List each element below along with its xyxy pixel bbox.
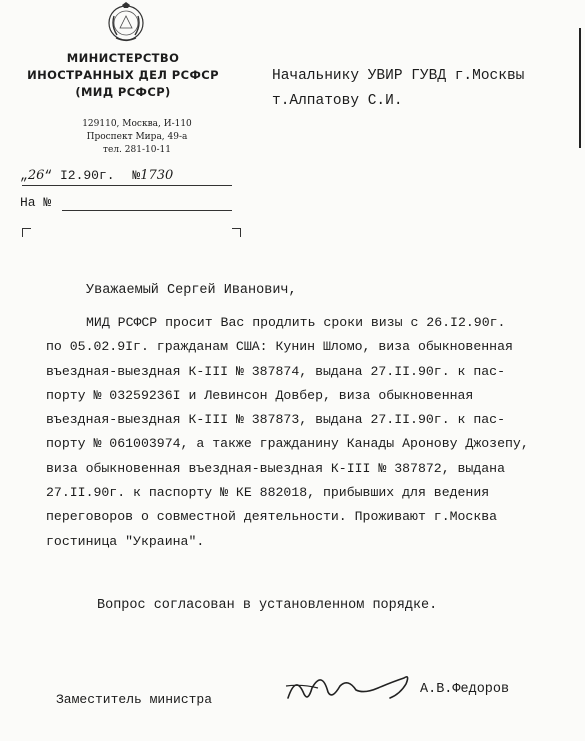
recipient-line1: Начальнику УВИР ГУВД г.Москвы: [272, 68, 525, 84]
salutation: Уважаемый Сергей Иванович,: [86, 283, 297, 298]
date-day: 26: [27, 168, 45, 183]
body-line: виза обыкновенная въездная-выездная К-III № 387872, выдана: [46, 460, 505, 476]
date-month-year: I2.90г.: [59, 168, 115, 183]
date-underline: [22, 185, 232, 186]
body-line: МИД РСФСР просит Вас продлить сроки визы с 26.I2.90г.: [86, 315, 506, 330]
body-line: гостиница "Украина".: [46, 533, 205, 549]
state-emblem: [104, 2, 148, 44]
address-line3: тел. 281-10-11: [103, 145, 171, 155]
ministry-name-line3: (МИД РСФСР): [75, 85, 171, 99]
ministry-header: [18, 50, 228, 101]
number-label: №: [132, 168, 141, 183]
ministry-name-line2: ИНОСТРАННЫХ ДЕЛ РСФСР: [27, 68, 219, 82]
signatory-name: А.В.Федоров: [420, 682, 510, 697]
date-number-line: „26“ I2.90г. №1730: [20, 168, 174, 183]
reply-to-underline: [62, 210, 232, 211]
ministry-address: [52, 118, 222, 157]
ministry-name-line1: МИНИСТЕРСТВО: [66, 51, 180, 65]
letter-body: [46, 311, 566, 554]
body-line: порту № 03259236I и Левинсон Довбер, виза обыкновенная: [46, 387, 474, 403]
body-line: переговоров о совместной деятельности. Проживают г.Москва: [46, 509, 498, 525]
recipient-block: [272, 64, 524, 114]
page-edge-mark: [577, 28, 581, 148]
address-line1: 129110, Москва, И-110: [82, 119, 192, 129]
signatory-title: Заместитель министра: [56, 692, 213, 707]
reply-to-line: На №: [20, 195, 52, 210]
handwritten-signature: [282, 664, 422, 708]
body-line: по 05.02.9Iг. гражданам США: Кунин Шломо, виза обыкновенная: [46, 339, 513, 355]
body-line: 27.II.90г. к паспорту № КЕ 882018, прибывших для ведения: [46, 485, 490, 501]
closing-sentence: Вопрос согласован в установленном порядке.: [97, 598, 438, 613]
letter-number: 1730: [140, 168, 174, 183]
corner-mark-left: [22, 228, 31, 237]
corner-mark-right: [232, 228, 241, 237]
recipient-line2: т.Алпатову С.И.: [272, 93, 403, 109]
body-line: въездная-выездная К-III № 387874, выдана 27.II.90г. к пас-: [46, 363, 505, 379]
address-line2: Проспект Мира, 49-а: [86, 132, 188, 142]
body-line: въездная-выездная К-III № 387873, выдана 27.II.90г. к пас-: [46, 412, 505, 428]
body-line: порту № 061003974, а также гражданину Канады Аронову Джозепу,: [46, 436, 529, 452]
